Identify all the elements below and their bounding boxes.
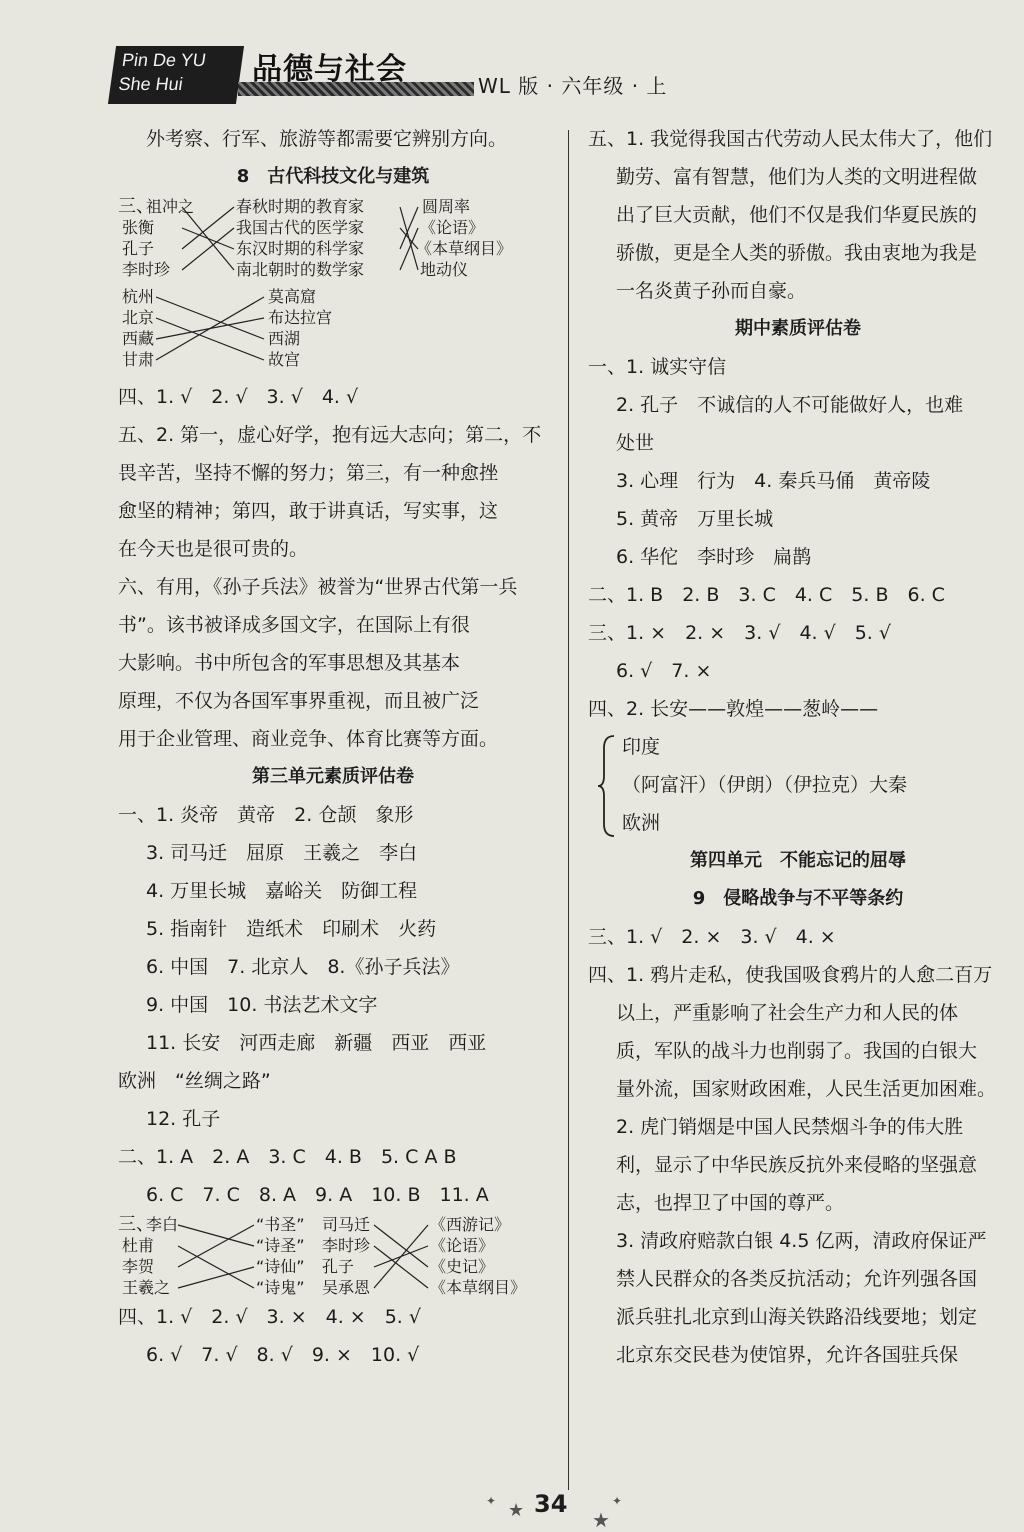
text-line: 量外流，国家财政困难，人民生活更加困难。: [616, 1078, 997, 1100]
text-line: 一名炎黄子孙而自豪。: [616, 280, 807, 302]
match-item: “书圣”: [256, 1215, 305, 1234]
lesson-9-heading: 9 侵略战争与不平等条约: [692, 888, 904, 909]
match-item: 莫高窟: [268, 287, 317, 306]
logo-line1: Pin De YU: [120, 50, 208, 70]
text-line: 用于企业管理、商业竞争、体育比赛等方面。: [118, 728, 499, 750]
answer-line: 4. 万里长城 嘉峪关 防御工程: [146, 880, 418, 902]
left-column: [118, 120, 548, 1374]
match-item: 祖冲之: [146, 197, 195, 216]
match-item: 故宫: [268, 350, 301, 369]
page-number: 34: [534, 1490, 568, 1518]
match-item: 我国古代的医学家: [236, 218, 365, 237]
text-line: 派兵驻扎北京到山海关铁路沿线要地；划定: [616, 1306, 978, 1328]
match-item: 李白: [146, 1215, 179, 1234]
route-branch: 印度: [622, 736, 661, 758]
text-line: 书”。该书被译成多国文字，在国际上有很: [118, 614, 470, 636]
match-item: 司马迁: [322, 1215, 371, 1234]
match-item: “诗仙”: [256, 1257, 305, 1276]
answer-line: 四、1. √ 2. √ 3. √ 4. √: [118, 386, 359, 408]
match-item: 春秋时期的教育家: [236, 197, 365, 216]
unit-4-heading: 第四单元 不能忘记的屈辱: [690, 850, 906, 871]
star-icon: ✦: [612, 1494, 623, 1508]
text-line: 以上，严重影响了社会生产力和人民的体: [616, 1002, 959, 1024]
match-item: 北京: [122, 308, 155, 327]
match-item: 《论语》: [430, 1236, 495, 1255]
answer-line: 一、1. 诚实守信: [588, 356, 727, 378]
text-line: 原理，不仅为各国军事界重视，而且被广泛: [118, 690, 480, 712]
text-line: 2. 虎门销烟是中国人民禁烟斗争的伟大胜: [616, 1116, 964, 1138]
text-line: 勤劳、富有智慧，他们为人类的文明进程做: [616, 166, 978, 188]
text-line: 利，显示了中华民族反抗外来侵略的坚强意: [616, 1154, 978, 1176]
text-line: 畏辛苦，坚持不懈的努力；第三，有一种愈挫: [118, 462, 499, 484]
answer-line: 处世: [616, 432, 655, 454]
match-item: 杜甫: [122, 1236, 155, 1255]
match-item: 东汉时期的科学家: [236, 239, 365, 258]
text-line: 外考察、行军、旅游等都需要它辨别方向。: [146, 128, 508, 150]
answer-line: 三、1. × 2. × 3. √ 4. √ 5. √: [588, 622, 891, 644]
match-item: 西湖: [268, 329, 301, 348]
answer-line: 3. 司马迁 屈原 王羲之 李白: [146, 842, 418, 864]
matching-scientists: [118, 196, 548, 280]
answer-line: 一、1. 炎帝 黄帝 2. 仓颉 象形: [118, 804, 414, 826]
answer-line: 5. 黄帝 万里长城: [616, 508, 774, 530]
text-line: 骄傲，更是全人类的骄傲。我由衷地为我是: [616, 242, 978, 264]
star-icon: ★: [508, 1500, 525, 1521]
match-item: 《本草纲目》: [416, 239, 513, 258]
answer-line: 6. √ 7. √ 8. √ 9. × 10. √: [146, 1344, 420, 1366]
answer-line: 3. 心理 行为 4. 秦兵马俑 黄帝陵: [616, 470, 931, 492]
match-item: 布达拉宫: [268, 308, 333, 327]
matching-lines: [118, 286, 548, 378]
match-item: 杭州: [122, 287, 155, 306]
text-line: 四、1. 鸦片走私，使我国吸食鸦片的人愈二百万: [588, 964, 993, 986]
right-column: [588, 120, 1008, 1374]
text-line: 北京东交民巷为使馆界，允许各国驻兵保: [616, 1344, 959, 1366]
answer-line: 9. 中国 10. 书法艺术文字: [146, 994, 378, 1016]
text-line: 五、1. 我觉得我国古代劳动人民太伟大了，他们: [588, 128, 993, 150]
text-line: 五、2. 第一，虚心好学，抱有远大志向；第二，不: [118, 424, 542, 446]
star-icon: ★: [592, 1508, 610, 1532]
column-divider: [568, 130, 569, 1490]
match-item: 张衡: [122, 218, 155, 237]
text-line: 愈坚的精神；第四，敢于讲真话，写实事，这: [118, 500, 499, 522]
match-item: 李时珍: [322, 1236, 371, 1255]
match-item: 地动仪: [420, 260, 469, 279]
route-branch: 欧洲: [622, 812, 661, 834]
match-item: 孔子: [322, 1257, 355, 1276]
answer-line: 二、1. A 2. A 3. C 4. B 5. C A B: [118, 1146, 457, 1168]
match-item: “诗圣”: [256, 1236, 305, 1255]
logo: [108, 46, 244, 104]
text-line: 出了巨大贡献，他们不仅是我们华夏民族的: [616, 204, 978, 226]
text-line: 大影响。书中所包含的军事思想及其基本: [118, 652, 461, 674]
answer-line: 三、1. √ 2. × 3. √ 4. ×: [588, 926, 836, 948]
match-item: 《史记》: [430, 1257, 495, 1276]
matching-poets: [118, 1214, 548, 1298]
match-item: 《论语》: [420, 218, 485, 237]
answer-line: 2. 孔子 不诚信的人不可能做好人，也难: [616, 394, 964, 416]
brace-icon: [596, 734, 616, 838]
matching-label: 三、: [118, 1214, 154, 1235]
book-title: 品德与社会: [252, 52, 407, 87]
logo-line2: She Hui: [117, 74, 185, 94]
answer-line: 6. √ 7. ×: [616, 660, 712, 682]
text-line: 志，也捍卫了中国的尊严。: [616, 1192, 845, 1214]
match-item: 吴承恩: [322, 1278, 371, 1297]
match-item: 西藏: [122, 329, 155, 348]
match-item: 圆周率: [422, 197, 471, 216]
match-item: “诗鬼”: [256, 1278, 305, 1297]
match-item: 甘肃: [122, 350, 155, 369]
text-line: 在今天也是很可贵的。: [118, 538, 309, 560]
text-line: 禁人民群众的各类反抗活动；允许列强各国: [616, 1268, 978, 1290]
route-branches: [588, 728, 1008, 842]
answer-line: 12. 孔子: [146, 1108, 221, 1130]
text-line: 六、有用，《孙子兵法》被誉为“世界古代第一兵: [118, 576, 518, 598]
answer-line: 四、2. 长安——敦煌——葱岭——: [588, 698, 879, 720]
unit-3-heading: 第三单元素质评估卷: [252, 766, 414, 787]
answer-line: 二、1. B 2. B 3. C 4. C 5. B 6. C: [588, 584, 945, 606]
match-item: 孔子: [122, 239, 155, 258]
answer-line: 四、1. √ 2. √ 3. × 4. × 5. √: [118, 1306, 421, 1328]
match-item: 王羲之: [122, 1278, 171, 1297]
answer-line: 6. 华佗 李时珍 扁鹊: [616, 546, 812, 568]
text-line: 质，军队的战斗力也削弱了。我国的白银大: [616, 1040, 978, 1062]
answer-line: 11. 长安 河西走廊 新疆 西亚 西亚: [146, 1032, 487, 1054]
match-item: 《本草纲目》: [430, 1278, 527, 1297]
answer-line: 5. 指南针 造纸术 印刷术 火药: [146, 918, 437, 940]
answer-line: 6. 中国 7. 北京人 8.《孙子兵法》: [146, 956, 460, 978]
match-item: 李时珍: [122, 260, 171, 279]
text-line: 3. 清政府赔款白银 4.5 亿两，清政府保证严: [616, 1230, 987, 1252]
match-item: 南北朝时的数学家: [236, 260, 365, 279]
star-icon: ✦: [486, 1494, 497, 1508]
matching-label: 三、: [118, 196, 154, 217]
matching-landmarks: [118, 286, 548, 378]
midterm-heading: 期中素质评估卷: [735, 318, 861, 339]
route-branch: （阿富汗）（伊朗）（伊拉克）大秦: [622, 774, 908, 796]
edition-label: WL 版 · 六年级 · 上: [478, 74, 668, 98]
answer-line: 6. C 7. C 8. A 9. A 10. B 11. A: [146, 1184, 489, 1206]
answer-line: 欧洲 “丝绸之路”: [118, 1070, 271, 1092]
lesson-8-heading: 8 古代科技文化与建筑: [236, 166, 430, 187]
match-item: 《西游记》: [430, 1215, 511, 1234]
match-item: 李贺: [122, 1257, 155, 1276]
